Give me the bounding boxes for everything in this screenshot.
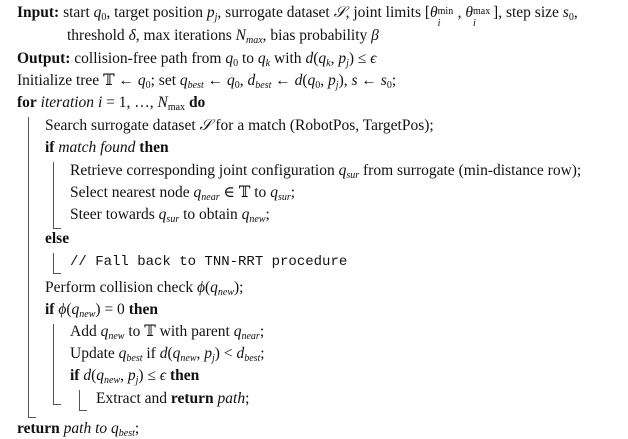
if-free-scope-bar: [53, 324, 61, 405]
retrieve-line: Retrieve corresponding joint configuration $q_{sur}$ from surrogate (min-distance row);: [70, 162, 582, 181]
else-line: else: [45, 230, 70, 247]
if-match-scope-bar: [53, 162, 61, 229]
input-label: Input:: [17, 4, 60, 21]
input-line-1: Input: start $q_0$, target position $p_j$, surrogate dataset 𝒮, joint limits [θ min i , θ max i ], step size $s_0$,: [17, 4, 578, 29]
update-line: Update $q_{best}$ if $d(q_{new}$, $p_j) < d_{best}$;: [70, 345, 265, 364]
init-line: Initialize tree 𝕋 ← $q_0$; set $q_{best}$ ← $q_0$, $d_{best}$ ← $d(q_0$, $p_j$), s ← $s_0$;: [17, 72, 397, 91]
if-goal-line: if $d(q_{new}$, $p_j) \le \epsilon$ then: [70, 367, 200, 386]
for-scope-bar: [28, 117, 36, 418]
return-line: return path to $q_{best}$;: [17, 420, 140, 439]
extract-line: Extract and return path;: [96, 390, 250, 407]
search-line: Search surrogate dataset 𝒮 for a match (RobotPos, TargetPos);: [45, 117, 434, 134]
select-line: Select nearest node $q_{near}$ ∈ 𝕋 to $q_{sur}$;: [70, 184, 296, 203]
if-goal-scope-bar: [79, 390, 87, 411]
if-free-line: if $\phi(q_{new}) = 0$ then: [45, 301, 158, 320]
steer-line: Steer towards $q_{sur}$ to obtain $q_{new}$;: [70, 206, 270, 225]
else-scope-bar: [53, 253, 61, 274]
input-line-2: threshold δ, max iterations $N_{max}$, bias probability β: [67, 27, 379, 46]
for-line: for iteration i = 1, …, $N_{max}$ do: [17, 94, 206, 113]
add-line: Add $q_{new}$ to 𝕋 with parent $q_{near}$;: [70, 323, 265, 342]
output-label: Output:: [17, 50, 71, 67]
if-match-line: if match found then: [45, 139, 169, 156]
collision-line: Perform collision check $\phi(q_{new})$;: [45, 279, 244, 298]
comment-line: // Fall back to TNN-RRT procedure: [70, 254, 348, 270]
output-line: Output: collision-free path from $q_0$ to $q_k$ with $d(q_k$, $p_j) \le \epsilon$: [17, 50, 377, 69]
